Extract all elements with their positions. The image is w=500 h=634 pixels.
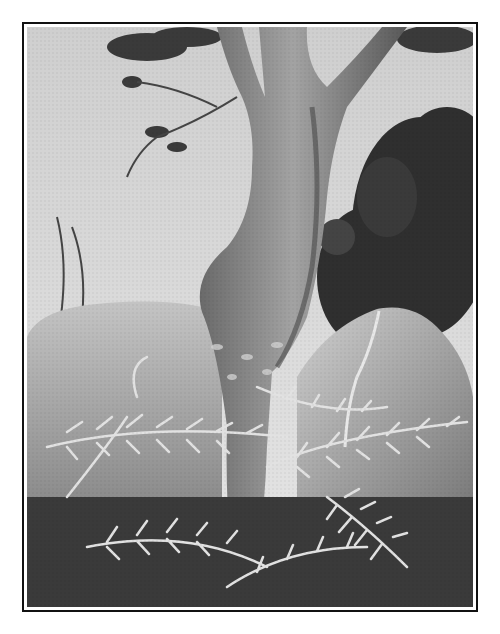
photograph	[27, 27, 473, 607]
photo-scene	[27, 27, 473, 607]
halftone-texture	[27, 27, 473, 607]
photo-frame	[22, 22, 478, 612]
